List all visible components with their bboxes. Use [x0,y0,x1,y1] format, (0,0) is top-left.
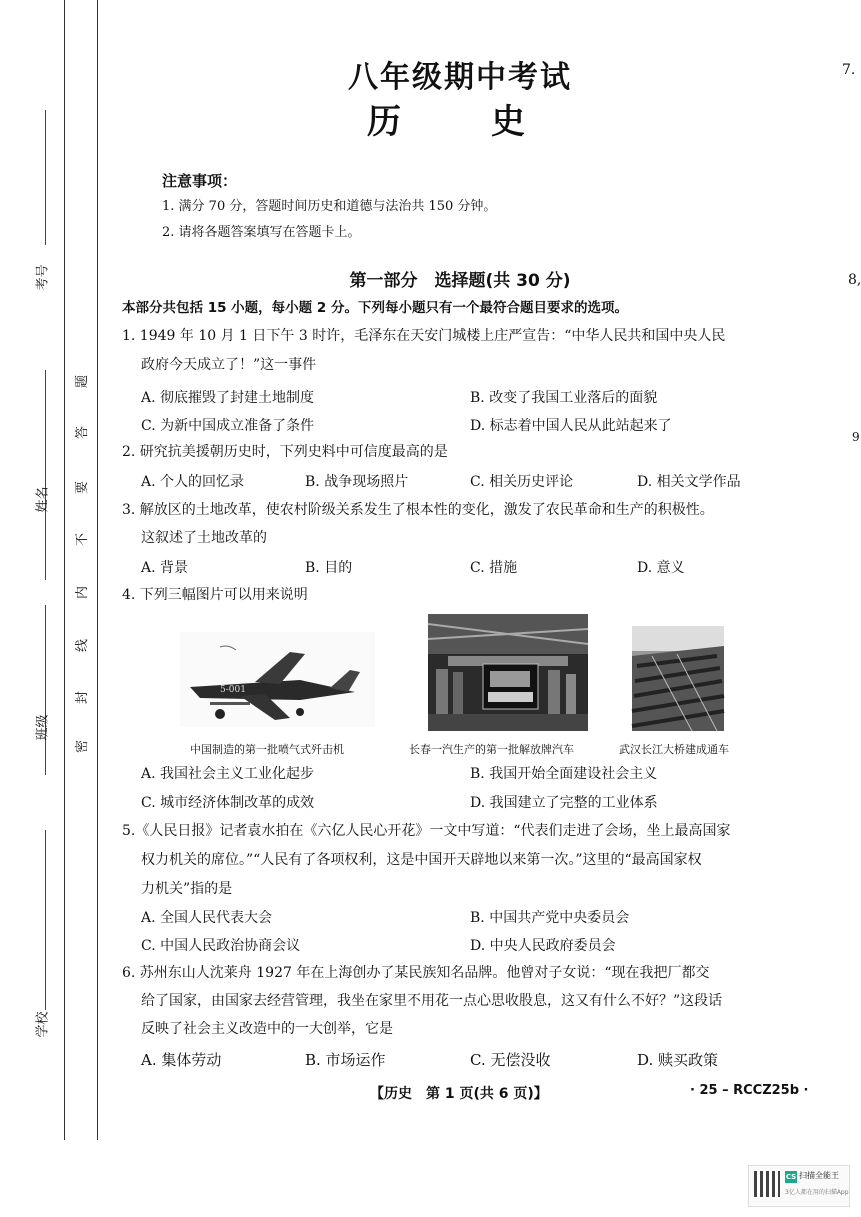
truck-factory-photo [428,614,588,731]
next-page-number: 9 [852,430,860,444]
q4-option-c: C. 城市经济体制改革的成效 [141,795,315,811]
q3-option-c: C. 措施 [470,560,518,576]
school-line [45,830,46,1010]
question-2-stem: 2. 研究抗美援朝历史时，下列史料中可信度最高的是 [122,444,448,460]
question-6-line: 6. 苏州东山人沈莱舟 1927 年在上海创办了某民族知名品牌。他曾对子女说：“现在我把厂都交 [122,965,710,981]
question-4-stem: 4. 下列三幅图片可以用来说明 [122,587,308,603]
q6-option-b: B. 市场运作 [305,1051,386,1069]
jet-fighter-photo [180,632,375,727]
svg-text:5-001: 5-001 [220,685,246,695]
page-footer: 【历史 第 1 页(共 6 页)】 [370,1086,548,1102]
q6-option-a: A. 集体劳动 [141,1051,222,1069]
question-5-line: 5.《人民日报》记者袁水拍在《六亿人民心开花》一文中写道：“代表们走进了会场，坐上最高国家 [122,823,731,839]
section-instruction: 本部分共包括 15 小题，每小题 2 分。下列每小题只有一个最符合题目要求的选项。 [122,300,628,316]
question-6-line: 给了国家，由国家去经营管理，我坐在家里不用花一点心思收股息，这又有什么不好？”这段话 [141,993,723,1009]
image-caption-truck: 长春一汽生产的第一批解放牌汽车 [409,743,574,756]
exam-no-label: 考号 [35,264,51,291]
warning-char: 不 [75,532,91,547]
exam-no-line [45,110,46,245]
q5-option-a: A. 全国人民代表大会 [141,910,273,926]
warning-char: 封 [75,690,91,705]
q6-option-d: D. 赎买政策 [637,1051,719,1069]
yangtze-bridge-photo [632,626,724,731]
qr-code-icon [754,1171,780,1197]
class-label: 班级 [35,714,51,741]
q3-option-d: D. 意义 [637,560,685,576]
q1-option-c: C. 为新中国成立准备了条件 [141,418,315,434]
name-label: 姓名 [35,486,51,513]
scanner-app-name: 扫描全能王 [799,1171,839,1180]
question-5-line: 力机关”指的是 [141,881,233,897]
name-line [45,370,46,580]
warning-char: 线 [75,638,91,653]
paper-code: · 25 – RCCZ25b · [690,1083,809,1098]
q5-option-c: C. 中国人民政治协商会议 [141,938,301,954]
notes-item: 2. 请将各题答案填写在答题卡上。 [162,225,361,240]
q3-option-a: A. 背景 [141,560,189,576]
question-6-line: 反映了社会主义改造中的一大创举，它是 [141,1021,393,1037]
scanner-watermark [748,1165,850,1207]
question-5-line: 权力机关的席位。”“人民有了各项权利，这是中国开天辟地以来第一次。”这里的“最高国家权 [141,852,702,868]
q4-option-a: A. 我国社会主义工业化起步 [141,766,315,782]
q4-option-d: D. 我国建立了完整的工业体系 [470,795,658,811]
next-page-number: 7. [842,62,856,78]
question-1-line: 1. 1949 年 10 月 1 日下午 3 时许，毛泽东在天安门城楼上庄严宣告：“中华人民共和国中央人民 [122,328,726,344]
binding-line-inner [97,0,98,1140]
exam-title: 八年级期中考试 [348,60,572,95]
q1-option-d: D. 标志着中国人民从此站起来了 [470,418,672,434]
q1-option-b: B. 改变了我国工业落后的面貌 [470,390,658,406]
notes-heading: 注意事项： [162,172,238,190]
warning-char: 要 [75,480,91,495]
school-label: 学校 [35,1011,51,1038]
q4-option-b: B. 我国开始全面建设社会主义 [470,766,658,782]
question-3-line: 这叙述了土地改革的 [141,530,267,546]
q6-option-c: C. 无偿没收 [470,1051,551,1069]
q5-option-b: B. 中国共产党中央委员会 [470,910,630,926]
warning-char: 密 [75,739,91,754]
q2-option-b: B. 战争现场照片 [305,474,409,490]
warning-char: 内 [75,585,91,600]
camscanner-icon: CS [785,1173,797,1181]
section-title: 第一部分 选择题(共 30 分) [349,271,571,291]
question-1-line: 政府今天成立了！”这一事件 [141,357,317,373]
image-caption-bridge: 武汉长江大桥建成通车 [619,743,729,756]
q2-option-a: A. 个人的回忆录 [141,474,245,490]
q2-option-d: D. 相关文学作品 [637,474,741,490]
class-line [45,605,46,775]
notes-block [162,168,496,246]
question-3-line: 3. 解放区的土地改革，使农村阶级关系发生了根本性的变化，激发了农民革命和生产的积极性。 [122,502,714,518]
warning-char: 题 [75,374,91,389]
binding-line-outer [64,0,65,1140]
q1-option-a: A. 彻底摧毁了封建土地制度 [141,390,315,406]
q3-option-b: B. 目的 [305,560,353,576]
next-page-number: 8, [848,272,861,288]
subject-title: 历 史 [367,102,553,142]
q5-option-d: D. 中央人民政府委员会 [470,938,616,954]
warning-char: 答 [75,425,91,440]
scanner-app-sub: 3亿人都在用的扫描App [785,1189,849,1196]
image-caption-jet: 中国制造的第一批喷气式歼击机 [190,743,344,756]
notes-item: 1. 满分 70 分，答题时间历史和道德与法治共 150 分钟。 [162,199,497,214]
q2-option-c: C. 相关历史评论 [470,474,574,490]
